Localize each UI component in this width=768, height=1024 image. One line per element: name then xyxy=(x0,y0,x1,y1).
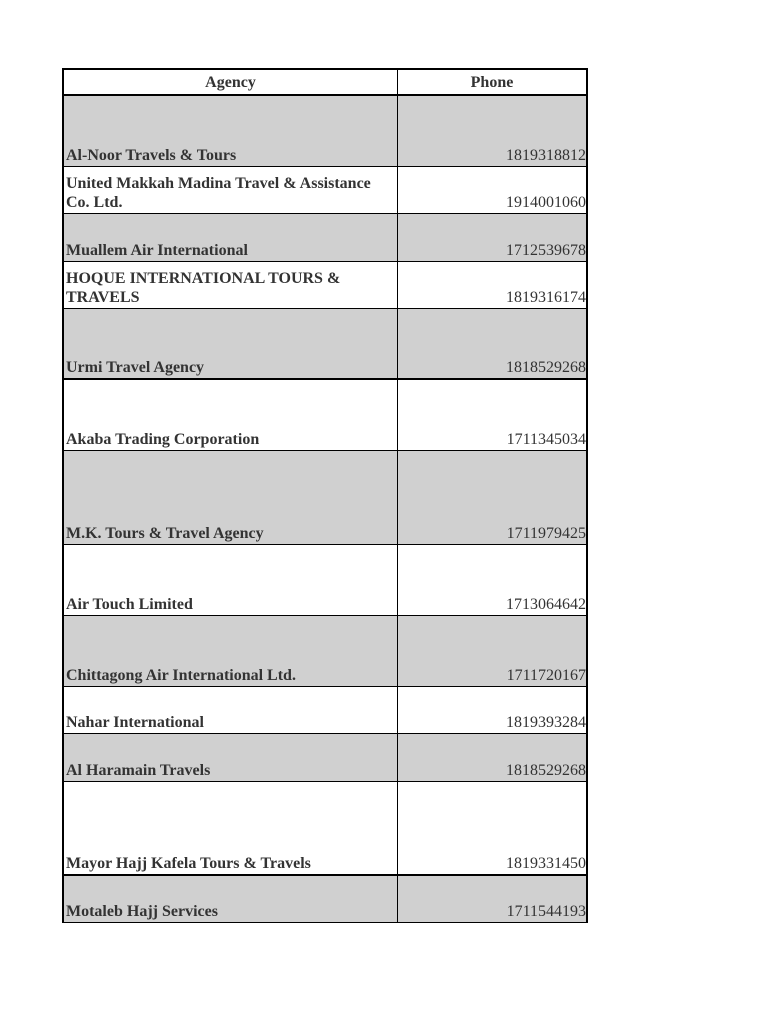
table-row xyxy=(64,262,586,309)
table-row xyxy=(64,782,586,876)
column-header-phone: Phone xyxy=(470,73,514,91)
table-row xyxy=(64,734,586,782)
table-row xyxy=(64,214,586,262)
phone-cell: 1819393284 xyxy=(506,714,586,731)
agency-cell: Akaba Trading Corporation xyxy=(64,380,398,450)
agency-cell: Mayor Hajj Kafela Tours & Travels xyxy=(64,782,398,874)
table-row xyxy=(64,876,586,923)
table-header-row xyxy=(64,70,586,96)
phone-cell: 1818529268 xyxy=(506,762,586,779)
phone-cell: 1819316174 xyxy=(506,289,586,306)
phone-cell: 1711720167 xyxy=(506,667,586,684)
agency-cell: Air Touch Limited xyxy=(64,545,398,615)
agency-cell: United Makkah Madina Travel & Assistance Co. Ltd. xyxy=(64,167,398,213)
table-row xyxy=(64,167,586,214)
agency-table xyxy=(62,68,588,923)
column-header-agency: Agency xyxy=(64,70,398,94)
agency-cell: Muallem Air International xyxy=(64,214,398,261)
phone-cell: 1711345034 xyxy=(506,431,586,448)
agency-cell: M.K. Tours & Travel Agency xyxy=(64,451,398,544)
table-row xyxy=(64,380,586,451)
phone-cell: 1819331450 xyxy=(506,855,586,872)
agency-cell: Urmi Travel Agency xyxy=(64,309,398,378)
agency-cell: Nahar International xyxy=(64,687,398,733)
agency-cell: HOQUE INTERNATIONAL TOURS & TRAVELS xyxy=(64,262,398,308)
agency-cell: Al Haramain Travels xyxy=(64,734,398,781)
table-row xyxy=(64,96,586,167)
table-row xyxy=(64,309,586,380)
phone-cell: 1711544193 xyxy=(506,903,586,920)
agency-cell: Motaleb Hajj Services xyxy=(64,876,398,922)
table-row xyxy=(64,451,586,545)
table-row xyxy=(64,545,586,616)
phone-cell: 1712539678 xyxy=(506,242,586,259)
agency-cell: Al-Noor Travels & Tours xyxy=(64,96,398,166)
agency-cell: Chittagong Air International Ltd. xyxy=(64,616,398,686)
phone-cell: 1711979425 xyxy=(506,525,586,542)
table-row xyxy=(64,687,586,734)
phone-cell: 1818529268 xyxy=(506,359,586,376)
table-row xyxy=(64,616,586,687)
phone-cell: 1914001060 xyxy=(506,194,586,211)
phone-cell: 1819318812 xyxy=(506,147,586,164)
phone-cell: 1713064642 xyxy=(506,596,586,613)
